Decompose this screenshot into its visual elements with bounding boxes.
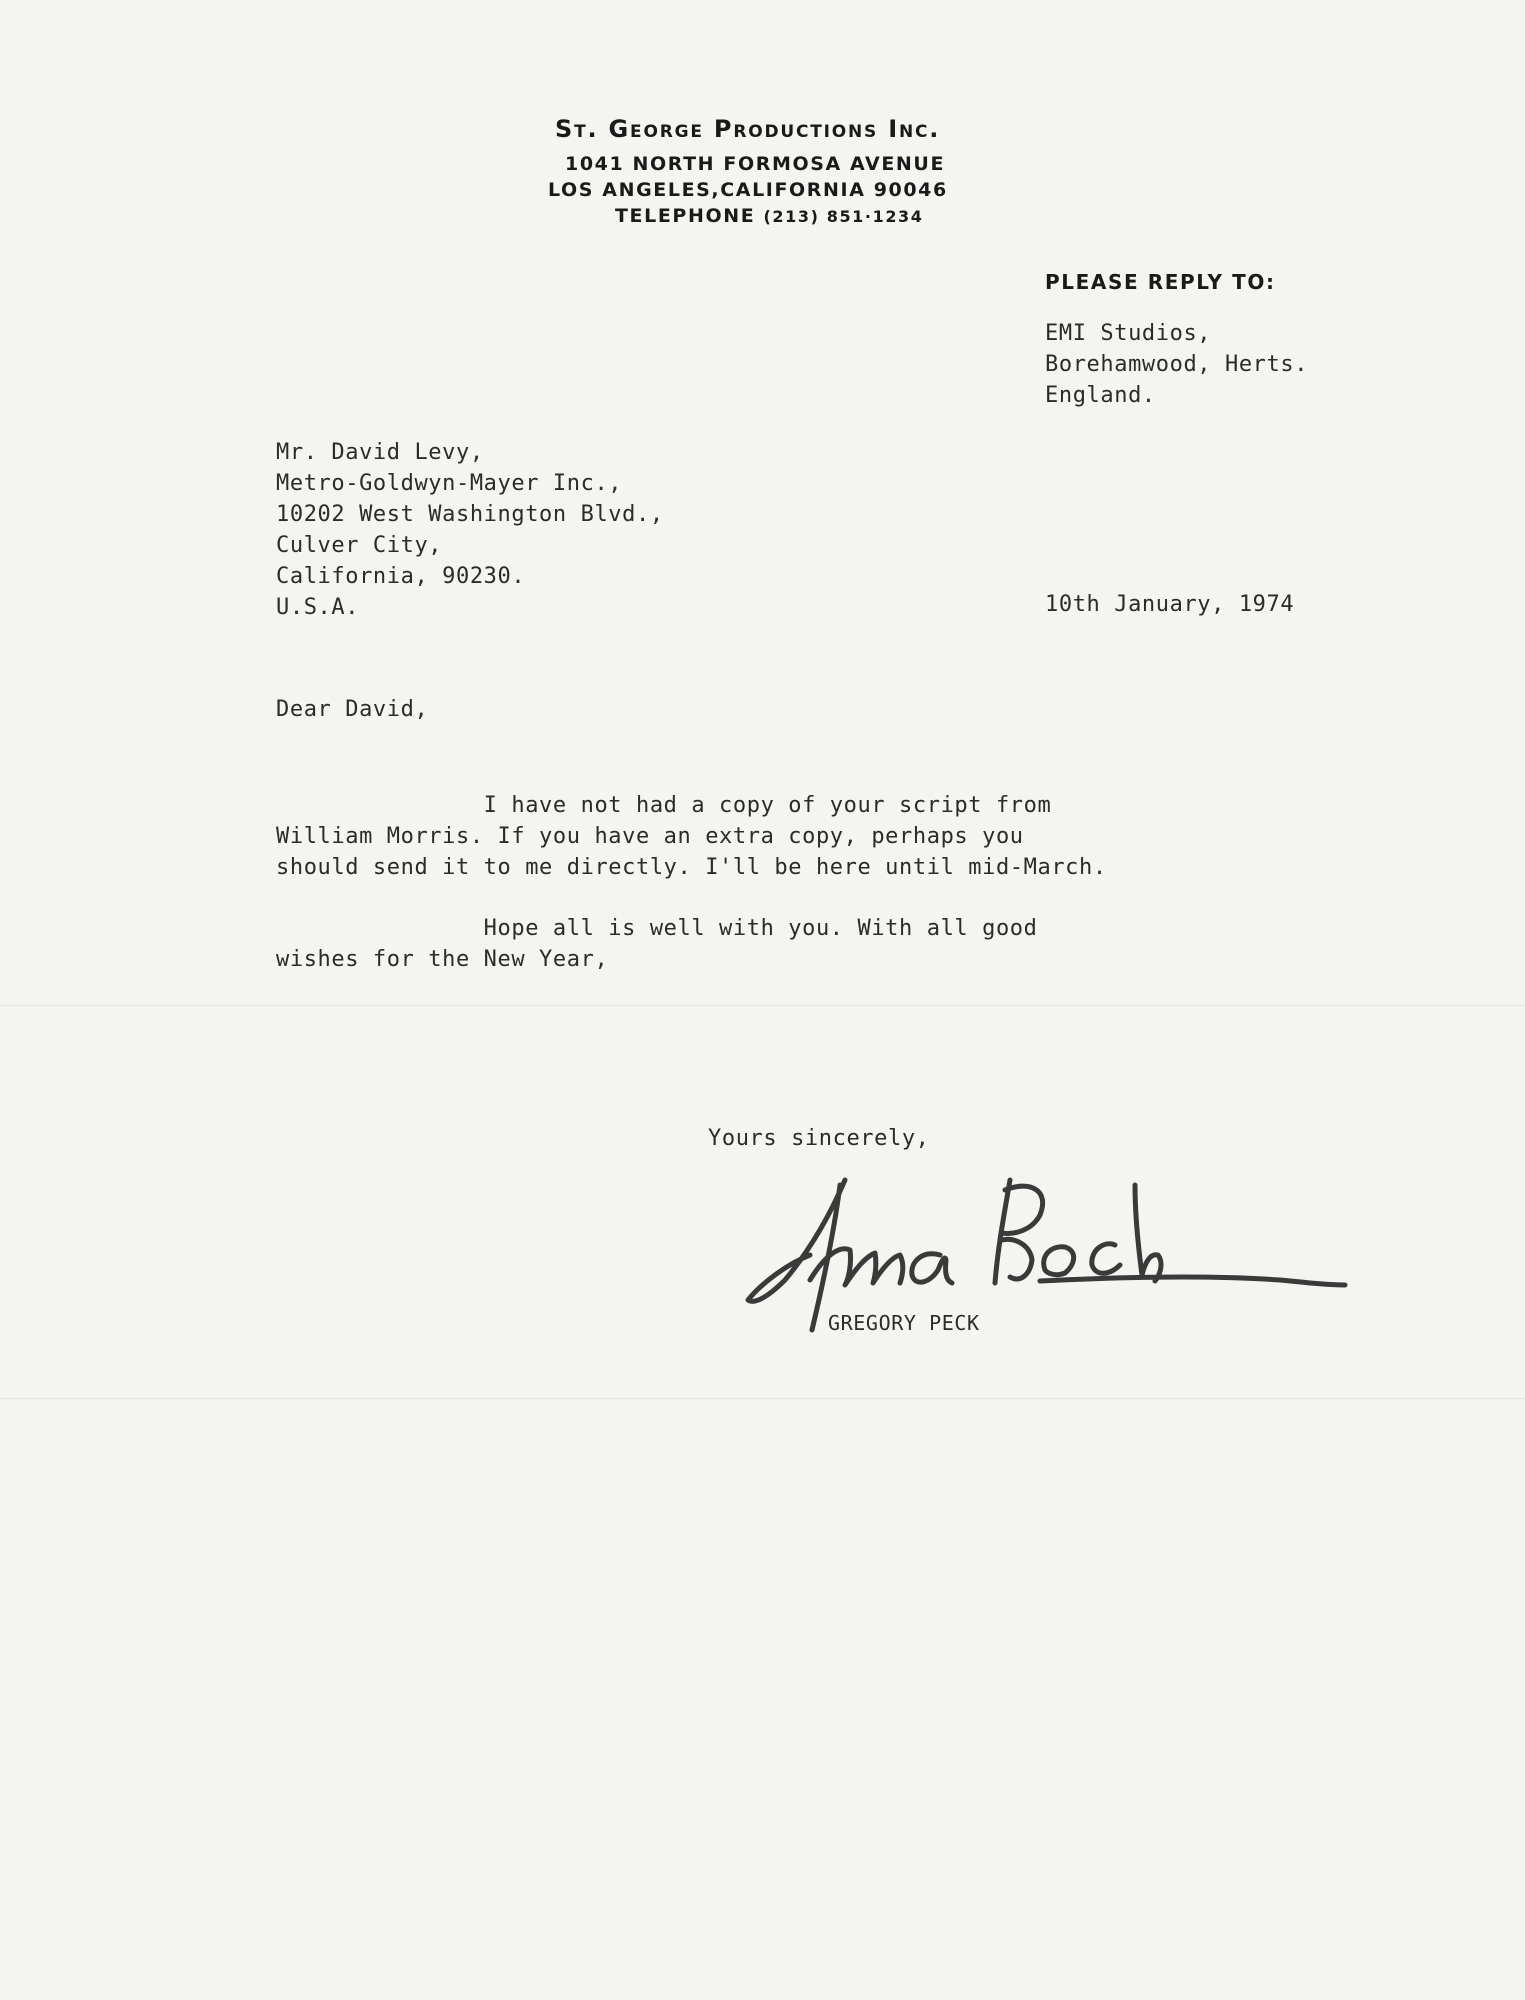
reply-address (1045, 318, 1308, 411)
recipient-line: Metro-Goldwyn-Mayer Inc., (276, 471, 623, 496)
body-paragraph (276, 790, 1107, 883)
closing: Yours sincerely, (708, 1126, 930, 1151)
recipient-line: Mr. David Levy, (276, 440, 484, 465)
letterhead-company: St. George Productions Inc. (555, 115, 941, 143)
recipient-line: U.S.A. (276, 595, 360, 620)
letterhead-phone-number: (213) 851·1234 (763, 207, 924, 226)
body-paragraph (276, 913, 1107, 975)
reply-address-line: Borehamwood, Herts. (1045, 352, 1309, 377)
fold-line (0, 1005, 1525, 1006)
salutation: Dear David, (276, 697, 429, 722)
recipient-line: Culver City, (276, 533, 443, 558)
letterhead-street: 1041 NORTH FORMOSA AVENUE (565, 153, 946, 175)
body-line: should send it to me directly. I'll be here until mid-March. (276, 855, 1107, 880)
fold-line (0, 1398, 1525, 1399)
recipient-address (276, 437, 664, 623)
reply-address-line: England. (1045, 383, 1156, 408)
reply-address-line: EMI Studios, (1045, 321, 1212, 346)
body-line: I have not had a copy of your script from (276, 793, 1052, 818)
body-line: wishes for the New Year, (276, 947, 609, 972)
body-line: William Morris. If you have an extra copy, perhaps you (276, 824, 1024, 849)
recipient-line: California, 90230. (276, 564, 526, 589)
letter-body (276, 790, 1107, 1005)
reply-heading: PLEASE REPLY TO: (1045, 270, 1276, 294)
letterhead-city: LOS ANGELES,CALIFORNIA 90046 (548, 179, 948, 201)
typed-name: GREGORY PECK (828, 1311, 980, 1335)
letter-date: 10th January, 1974 (1045, 592, 1295, 617)
body-line: Hope all is well with you. With all good (276, 916, 1038, 941)
letterhead-phone-label: TELEPHONE (615, 205, 756, 227)
recipient-line: 10202 West Washington Blvd., (276, 502, 664, 527)
letterhead-phone (615, 205, 924, 227)
